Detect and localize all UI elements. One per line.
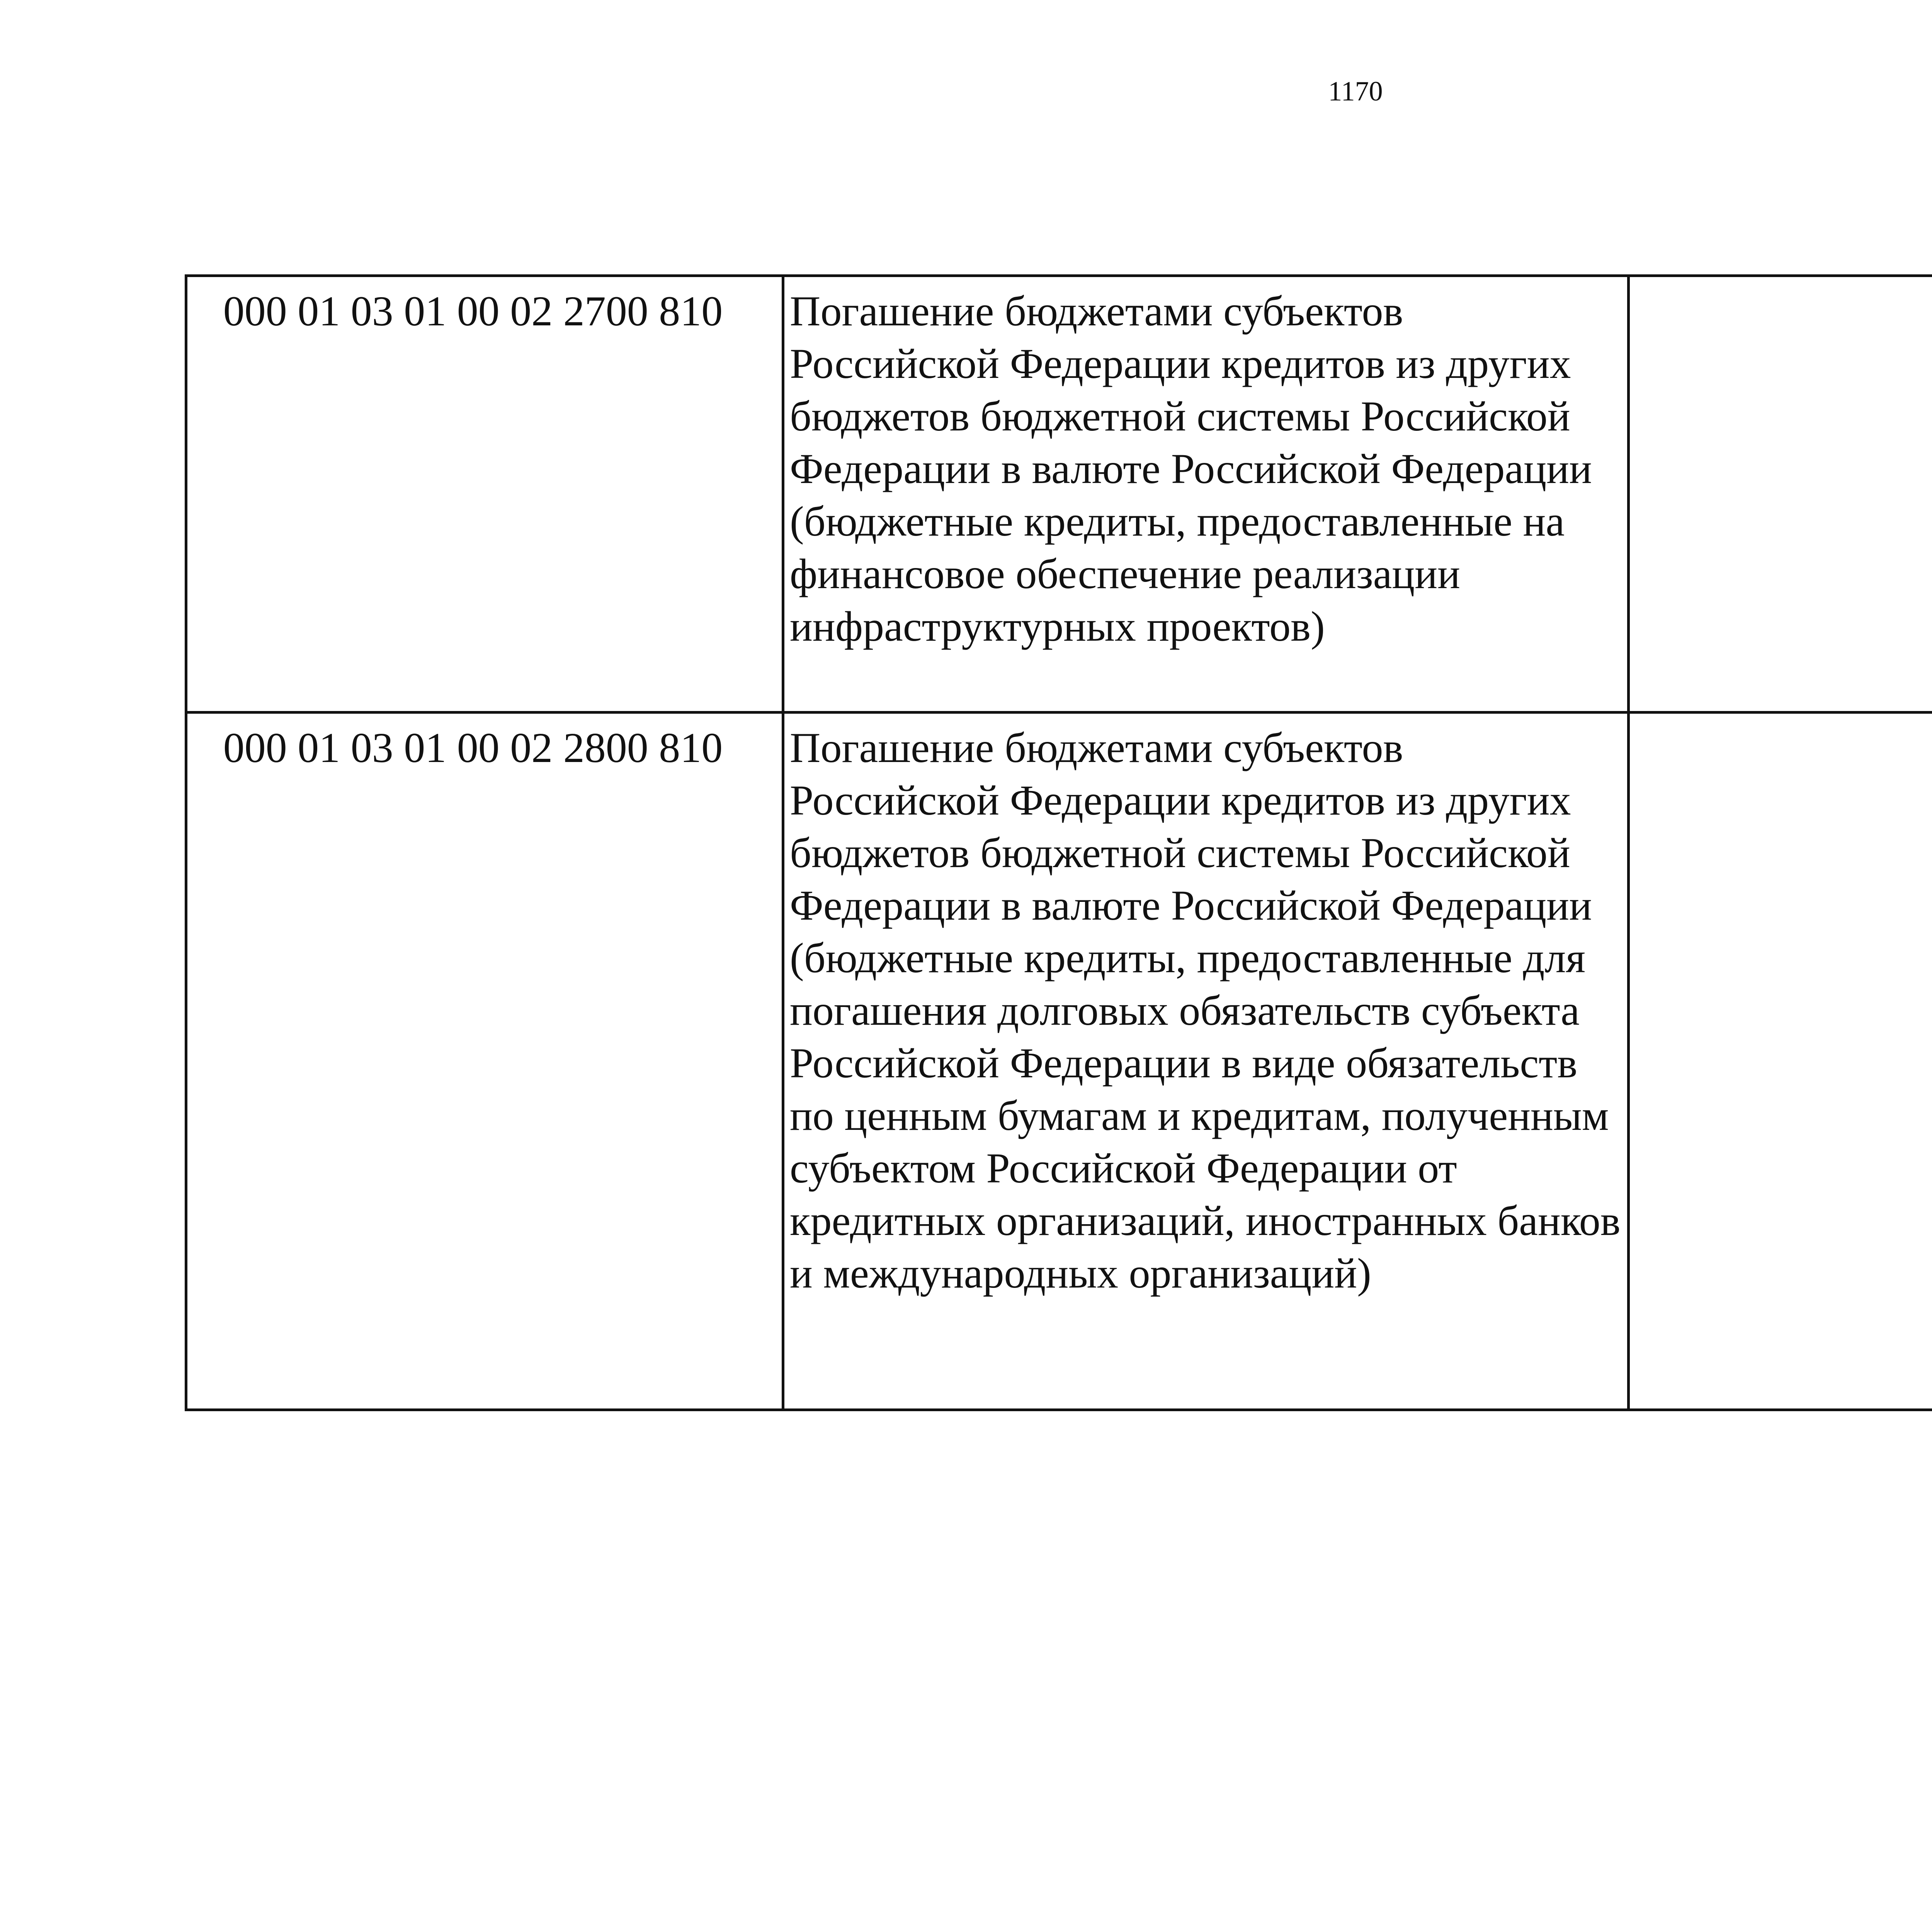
budget-code-cell: 000 01 03 01 00 02 2800 810	[186, 713, 783, 1410]
description-cell: Погашение бюджетами субъектов Российской Федерации кредитов из других бюджетов бюджетной системы Российской Федерации в валюте Российской Федерации (бюджетные кредиты, предоставленные для погашения долговых обязательств субъекта Российской Федерации в виде обязательств по ценным бумагам и кредитам, полученным субъектом Российской Федерации от кредитных организаций, иностранных банков и международных организаций)	[783, 713, 1629, 1410]
description-cell: Погашение бюджетами субъектов Российской Федерации кредитов из других бюджетов бюджетной системы Российской Федерации в валюте Российской Федерации (бюджетные кредиты, предоставленные на финансовое обеспечение реализации инфраструктурных проектов)	[783, 276, 1629, 713]
table-row	[186, 276, 1932, 713]
value-cell-1	[1629, 276, 1932, 713]
page-number: 1170	[1328, 76, 1383, 107]
table-row	[186, 713, 1932, 1410]
value-cell-1	[1629, 713, 1932, 1410]
budget-table	[185, 274, 1932, 1411]
budget-code-cell: 000 01 03 01 00 02 2700 810	[186, 276, 783, 713]
